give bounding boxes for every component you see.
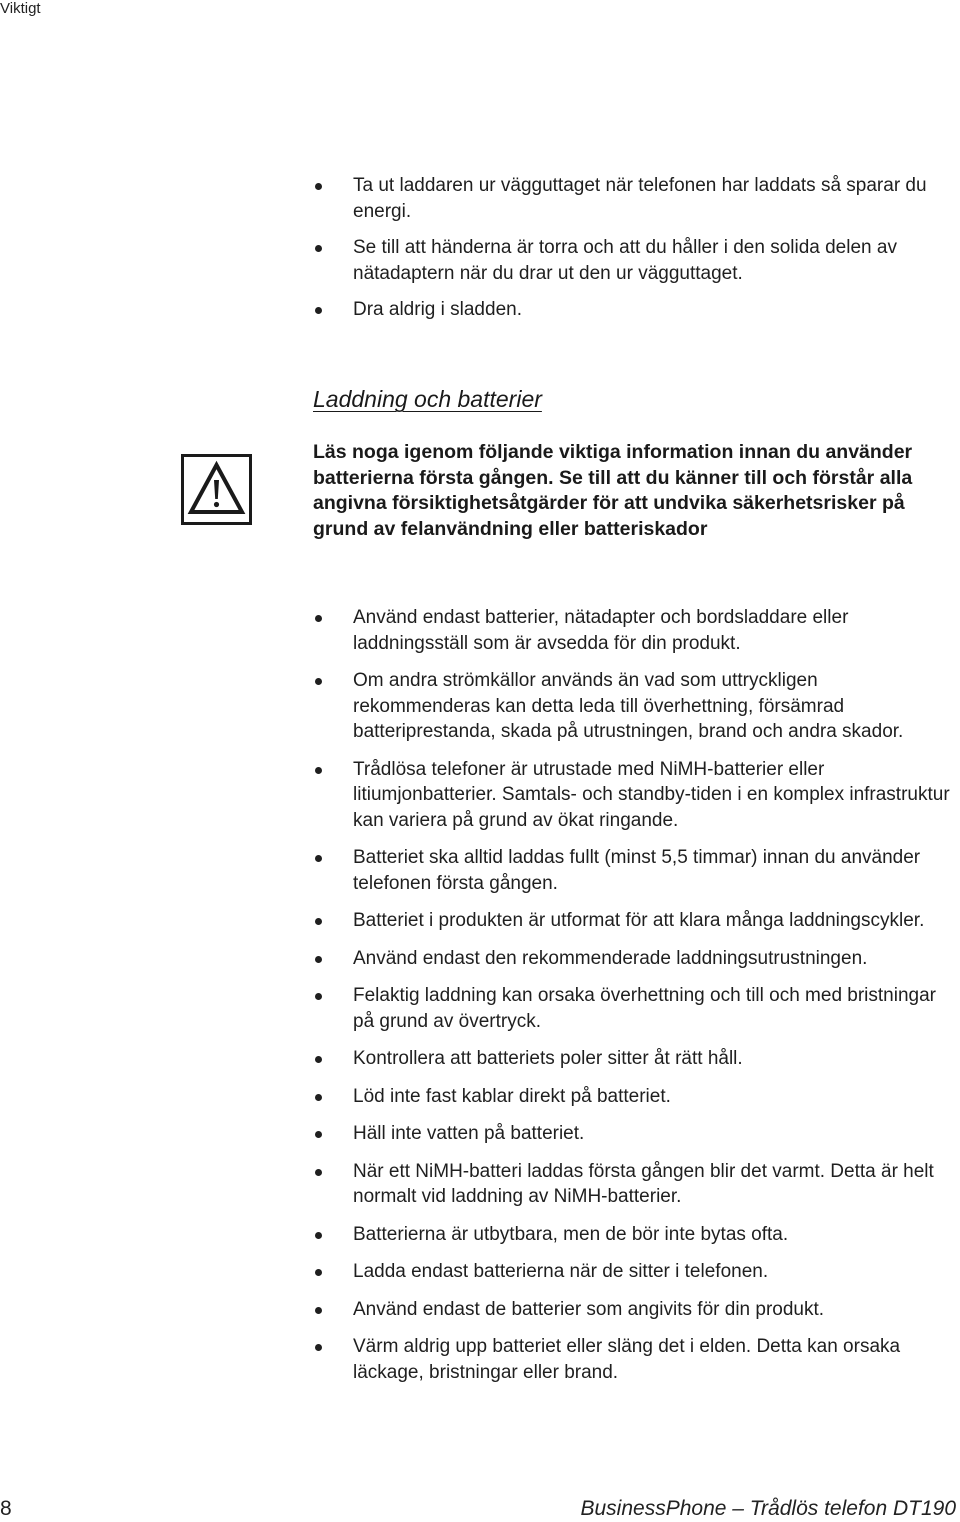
list-item bbox=[313, 1334, 953, 1385]
list-item-text: Trådlösa telefoner är utrustade med NiMH-batterier eller litiumjonbatterier. Samtals- och standby-tiden i en komplex infrastruktur kan variera på grund av ökat ringande. bbox=[353, 758, 950, 831]
list-item-text: Felaktig laddning kan orsaka överhettning och till och med bristningar på grund av övertryck. bbox=[353, 985, 936, 1032]
list-item bbox=[313, 173, 953, 224]
list-item-text: Använd endast de batterier som angivits för din produkt. bbox=[353, 1298, 825, 1320]
list-item bbox=[313, 235, 953, 286]
document-title: BusinessPhone – Trådlös telefon DT190 bbox=[580, 1497, 956, 1520]
list-item bbox=[313, 605, 953, 656]
list-item-text: Använd endast den rekommenderade laddningsutrustningen. bbox=[353, 947, 868, 969]
list-item bbox=[313, 668, 953, 745]
section-heading: Laddning och batterier bbox=[313, 386, 542, 412]
list-item-text: Om andra strömkällor används än vad som uttryckligen rekommenderas kan detta leda till överhettning, försämrad batteriprestanda, skada på utrustningen, brand och andra skador. bbox=[353, 670, 904, 742]
list-item-text: Dra aldrig i sladden. bbox=[353, 299, 522, 320]
list-item bbox=[313, 946, 953, 972]
list-item bbox=[313, 983, 953, 1034]
list-item bbox=[313, 1159, 953, 1210]
bullet-icon bbox=[315, 1056, 322, 1063]
list-item bbox=[313, 1084, 953, 1110]
bullet-icon bbox=[315, 1344, 322, 1351]
list-item bbox=[313, 845, 953, 896]
list-item-text: Se till att händerna är torra och att du håller i den solida delen av nätadaptern när du drar ut den ur vägguttaget. bbox=[353, 237, 897, 284]
bullet-icon bbox=[315, 1269, 322, 1276]
list-item-text: Värm aldrig upp batteriet eller släng det i elden. Detta kan orsaka läckage, bristningar eller brand. bbox=[353, 1336, 901, 1383]
bullet-icon bbox=[315, 767, 322, 774]
running-header: Viktigt bbox=[0, 0, 41, 17]
list-item-text: Batterierna är utbytbara, men de bör inte bytas ofta. bbox=[353, 1223, 789, 1245]
battery-bullet-list bbox=[313, 605, 953, 1397]
bullet-icon bbox=[315, 1169, 322, 1176]
list-item-text: Använd endast batterier, nätadapter och bordsladdare eller laddningsställ som är avsedda för din produkt. bbox=[353, 607, 849, 654]
list-item-text: Batteriet i produkten är utformat för att klara många laddningscykler. bbox=[353, 910, 925, 931]
list-item bbox=[313, 1259, 953, 1285]
bullet-icon bbox=[315, 1094, 322, 1101]
bullet-icon bbox=[315, 1232, 322, 1239]
intro-bullet-list bbox=[313, 173, 953, 334]
list-item bbox=[313, 297, 953, 323]
list-item-text: Ladda endast batterierna när de sitter i telefonen. bbox=[353, 1261, 769, 1282]
list-item bbox=[313, 1121, 953, 1147]
bullet-icon bbox=[315, 307, 322, 314]
bullet-icon bbox=[315, 183, 322, 190]
bullet-icon bbox=[315, 956, 322, 963]
list-item-text: När ett NiMH-batteri laddas första gången blir det varmt. Detta är helt normalt vid laddning av NiMH-batterier. bbox=[353, 1160, 934, 1207]
bullet-icon bbox=[315, 1131, 322, 1138]
list-item bbox=[313, 908, 953, 934]
list-item-text: Häll inte vatten på batteriet. bbox=[353, 1123, 585, 1144]
list-item bbox=[313, 1297, 953, 1323]
list-item-text: Löd inte fast kablar direkt på batteriet. bbox=[353, 1085, 671, 1107]
bullet-icon bbox=[315, 855, 322, 862]
bullet-icon bbox=[315, 993, 322, 1000]
warning-text: Läs noga igenom följande viktiga information innan du använder batterierna första gången. Se till att du känner till och förstår alla angivna försiktighetsåtgärder för att undvika säkerhetsrisker på grund av felanvändning eller batteriskador bbox=[313, 441, 913, 540]
bullet-icon bbox=[315, 678, 322, 685]
list-item bbox=[313, 757, 953, 834]
page-number: 8 bbox=[0, 1497, 12, 1520]
list-item-text: Batteriet ska alltid laddas fullt (minst 5,5 timmar) innan du använder telefonen första gången. bbox=[353, 847, 921, 894]
warning-triangle-icon bbox=[181, 454, 252, 525]
list-item bbox=[313, 1046, 953, 1072]
bullet-icon bbox=[315, 245, 322, 252]
bullet-icon bbox=[315, 615, 322, 622]
bullet-icon bbox=[315, 918, 322, 925]
list-item-text: Kontrollera att batteriets poler sitter åt rätt håll. bbox=[353, 1048, 743, 1069]
list-item bbox=[313, 1222, 953, 1248]
bullet-icon bbox=[315, 1307, 322, 1314]
list-item-text: Ta ut laddaren ur vägguttaget när telefonen har laddats så sparar du energi. bbox=[353, 175, 927, 222]
